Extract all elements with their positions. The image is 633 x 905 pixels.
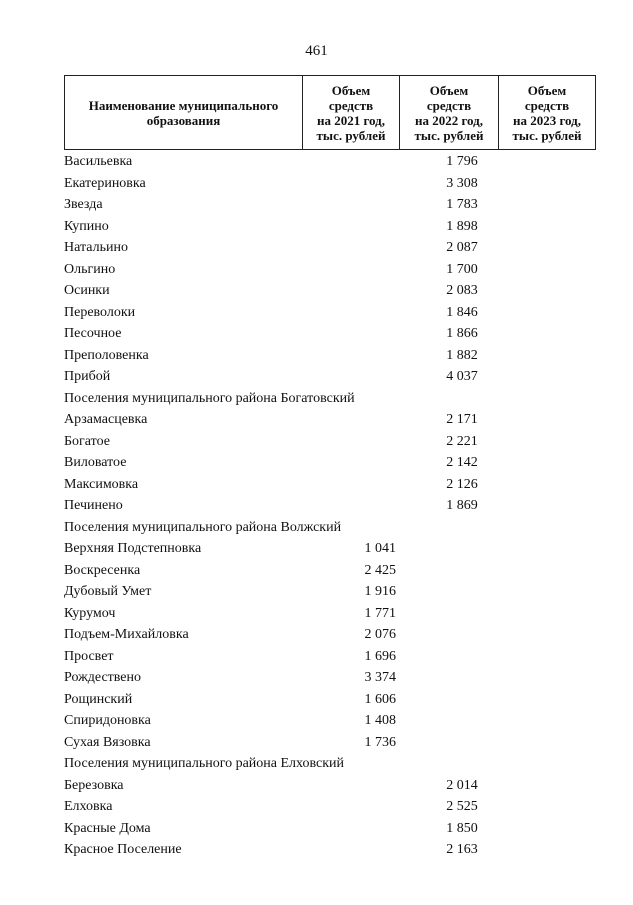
- table-row: [64, 581, 596, 603]
- row-name: Спиридоновка: [64, 713, 151, 728]
- row-value-2022: 1 846: [446, 304, 478, 320]
- table-row: [64, 646, 596, 668]
- row-value-2022: 1 850: [446, 820, 478, 836]
- table-row: [64, 474, 596, 496]
- row-value-2021: 1 916: [364, 584, 396, 599]
- row-name: Рощинский: [64, 691, 133, 707]
- table-row: [64, 560, 596, 582]
- row-value-2021: 2 425: [364, 562, 396, 578]
- row-name: Екатериновка: [64, 175, 146, 191]
- row-value-2022: 1 882: [446, 347, 478, 363]
- header-2022-column: Объем средств на 2022 год, тыс. рублей: [399, 76, 498, 149]
- row-value-2022: 2 087: [446, 240, 478, 255]
- row-name: Переволоки: [64, 304, 136, 320]
- row-name: Преполовенка: [64, 347, 149, 363]
- row-name: Васильевка: [64, 154, 133, 169]
- table-row: [64, 753, 596, 775]
- table-row: [64, 667, 596, 689]
- row-value-2022: 2 126: [446, 476, 478, 492]
- row-name: Поселения муниципального района Елховский: [64, 756, 345, 771]
- table-row: [64, 237, 596, 259]
- table-row: [64, 323, 596, 345]
- row-name: Печинено: [64, 498, 123, 513]
- row-name: Сухая Вязовка: [64, 734, 151, 750]
- table-row: [64, 538, 596, 560]
- row-name: Натальино: [64, 240, 128, 255]
- row-value-2022: 4 037: [446, 369, 478, 384]
- table-row: [64, 818, 596, 840]
- row-name: Просвет: [64, 648, 114, 664]
- row-name: Поселения муниципального района Волжский: [64, 519, 342, 535]
- row-value-2021: 3 374: [364, 670, 396, 685]
- row-value-2022: 1 869: [446, 498, 478, 513]
- table-row: [64, 345, 596, 367]
- row-value-2021: 1 408: [364, 713, 396, 728]
- row-value-2022: 2 014: [446, 777, 478, 793]
- row-name: Дубовый Умет: [64, 584, 152, 599]
- row-value-2022: 1 700: [446, 261, 478, 277]
- row-value-2022: 2 221: [446, 433, 478, 449]
- table-row: [64, 624, 596, 646]
- row-value-2022: 1 866: [446, 326, 478, 341]
- row-name: Красные Дома: [64, 820, 151, 836]
- table-header: [64, 75, 596, 150]
- table-row: [64, 409, 596, 431]
- row-value-2021: 1 771: [364, 605, 396, 621]
- table-row: [64, 603, 596, 625]
- row-value-2021: 2 076: [364, 627, 396, 642]
- table-row: [64, 796, 596, 818]
- row-value-2022: 2 083: [446, 283, 478, 298]
- header-2023-column: Объем средств на 2023 год, тыс. рублей: [498, 76, 595, 149]
- row-name: Подъем-Михайловка: [64, 627, 189, 642]
- row-name: Курумоч: [64, 605, 116, 621]
- row-value-2022: 2 525: [446, 799, 478, 814]
- row-value-2022: 2 142: [446, 455, 478, 470]
- table-row: [64, 173, 596, 195]
- table-row: [64, 732, 596, 754]
- table-row: [64, 194, 596, 216]
- row-name: Прибой: [64, 369, 111, 384]
- header-name-column: Наименование муниципального образования: [88, 97, 279, 128]
- row-name: Арзамасцевка: [64, 412, 148, 427]
- row-name: Купино: [64, 218, 109, 234]
- row-value-2021: 1 041: [364, 541, 396, 556]
- row-name: Верхняя Подстепновка: [64, 541, 202, 556]
- row-name: Песочное: [64, 326, 122, 341]
- row-name: Березовка: [64, 777, 124, 793]
- row-value-2022: 1 783: [446, 197, 478, 212]
- row-name: Виловатое: [64, 455, 127, 470]
- row-value-2022: 1 796: [446, 154, 478, 169]
- table-row: [64, 689, 596, 711]
- row-value-2021: 1 736: [364, 734, 396, 750]
- table-row: [64, 775, 596, 797]
- table-row: [64, 388, 596, 410]
- table-row: [64, 495, 596, 517]
- table-row: [64, 839, 596, 861]
- row-name: Звезда: [64, 197, 103, 212]
- table-row: [64, 517, 596, 539]
- row-value-2022: 1 898: [446, 218, 478, 234]
- table-row: [64, 151, 596, 173]
- table-body: [64, 151, 596, 861]
- row-name: Осинки: [64, 283, 110, 298]
- row-value-2022: 3 308: [446, 175, 478, 191]
- table-row: [64, 259, 596, 281]
- row-name: Елховка: [64, 799, 113, 814]
- table-row: [64, 452, 596, 474]
- row-value-2022: 2 163: [446, 842, 478, 857]
- row-name: Максимовка: [64, 476, 139, 492]
- table-row: [64, 280, 596, 302]
- table-row: [64, 710, 596, 732]
- row-name: Красное Поселение: [64, 842, 182, 857]
- table-row: [64, 302, 596, 324]
- table-row: [64, 216, 596, 238]
- row-name: Ольгино: [64, 261, 116, 277]
- row-value-2021: 1 696: [364, 648, 396, 664]
- row-name: Богатое: [64, 433, 110, 449]
- row-value-2021: 1 606: [364, 691, 396, 707]
- row-name: Поселения муниципального района Богатовский: [64, 390, 355, 406]
- row-name: Рождествено: [64, 670, 142, 685]
- row-value-2022: 2 171: [446, 412, 478, 427]
- page-number: 461: [305, 43, 328, 59]
- table-row: [64, 431, 596, 453]
- table-row: [64, 366, 596, 388]
- row-name: Воскресенка: [64, 562, 141, 578]
- header-2021-column: Объем средств на 2021 год, тыс. рублей: [302, 76, 399, 149]
